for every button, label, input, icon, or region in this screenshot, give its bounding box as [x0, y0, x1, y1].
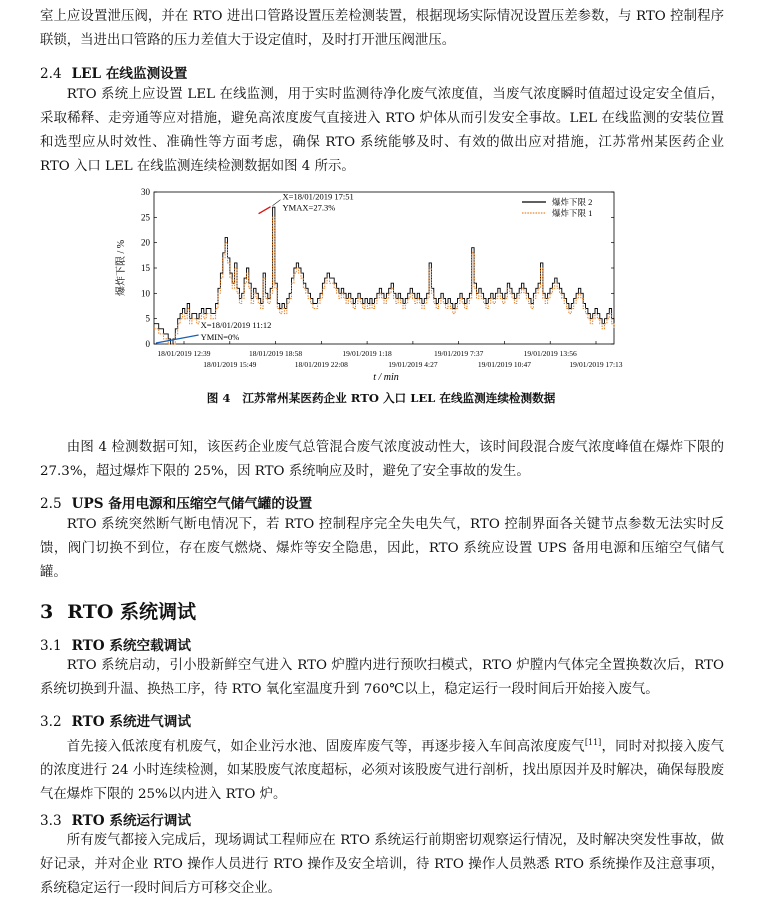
y-tick-label: 30 [141, 187, 150, 197]
x-tick-label: 18/01/2019 22:08 [294, 360, 348, 369]
max-x-annotation: X=18/01/2019 17:51 [282, 191, 354, 202]
section-3-3-body: 所有废气都接入完成后，现场调试工程师应在 RTO 系统运行前期密切观察运行情况，及时解决突发性事故，做好记录，并对企业 RTO 操作人员进行 RTO 操作及安全培训，待 RTO 操作人员熟悉 RTO 系统操作及注意事项，系统稳定运行一段时间后方可移交企业。 [40, 833, 724, 896]
section-3-1-body: RTO 系统启动，引小股新鲜空气进入 RTO 炉膛内进行预吹扫模式，RTO 炉膛内气体完全置换数次后，RTO 系统切换到升温、换热工序，待 RTO 氧化室温度升到 760℃以上，稳定运行一段时间后开始接入废气。 [40, 658, 724, 697]
body-text: 首先接入低浓度有机废气，如企业污水池、固废库废气等，再逐步接入车间高浓度废气 [66, 739, 585, 755]
section-title: UPS 备用电源和压缩空气储气罐的设置 [71, 496, 313, 512]
section-title: RTO 系统运行调试 [71, 813, 191, 829]
section-number: 3.3 [40, 813, 62, 829]
section-3-heading [40, 597, 196, 624]
section-number: 2.5 [40, 496, 62, 512]
section-2-4-heading [40, 62, 187, 82]
figure-number: 图 4 [206, 391, 231, 405]
max-pointer-arrow [259, 207, 271, 214]
reference-marker: [11] [584, 738, 602, 747]
max-leader-line [273, 200, 281, 206]
min-pointer-arrow [156, 335, 199, 343]
y-axis-label: 爆炸下限 / % [116, 239, 127, 297]
analysis-paragraph: 由图 4 检测数据可知，该医药企业废气总管混合废气浓度波动性大，该时间段混合废气浓度峰值在爆炸下限的 27.3%，超过爆炸下限的 25%，因 RTO 系统响应及时，避免了安全事故的发生。 [40, 440, 724, 479]
legend-label: 爆炸下限 2 [552, 197, 593, 207]
x-tick-label: 19/01/2019 1:18 [342, 349, 392, 358]
section-title: RTO 系统进气调试 [71, 714, 191, 730]
x-tick-label: 18/01/2019 12:39 [157, 349, 211, 358]
section-2-4-body: RTO 系统上应设置 LEL 在线监测，用于实时监测待净化废气浓度值，当废气浓度瞬时值超过设定安全值后，采取稀释、走旁通等应对措施，避免高浓度废气直接进入 RTO 炉体从而引发安全事故。LEL 在线监测的安装位置和选型应从时效性、准确性等方面考虑，确保 RTO 系统能够及时、有效的做出应对措施，江苏常州某医药企业 RTO 入口 LEL 在线监测连续检测数据如图 4 所示。 [40, 87, 724, 174]
section-number: 3 [40, 601, 54, 623]
y-tick-label: 20 [141, 237, 150, 248]
x-tick-label: 18/01/2019 18:58 [248, 349, 303, 358]
section-2-5-heading [40, 492, 312, 512]
min-y-annotation: YMIN=0% [200, 332, 240, 342]
section-3-2-heading [40, 710, 191, 730]
x-tick-label: 19/01/2019 7:37 [433, 349, 484, 358]
y-tick-label: 10 [141, 288, 150, 299]
legend-label: 爆炸下限 1 [552, 208, 593, 218]
x-tick-label: 19/01/2019 17:13 [569, 360, 623, 369]
chart-annotations [156, 192, 354, 343]
max-y-annotation: YMAX=27.3% [282, 202, 336, 213]
figure-caption-text: 江苏常州某医药企业 RTO 入口 LEL 在线监测连续检测数据 [242, 391, 556, 405]
body-text: ，同时对拟接入废气的浓度进行 24 小时连续检测，如某股废气浓度超标，必须对该股废气进行剖析，找出原因并及时解决，确保每股废气在爆炸下限的 25%以内进入 RTO 炉。 [40, 739, 724, 803]
figure-4-chart [110, 184, 630, 384]
y-tick-label: 5 [145, 313, 150, 324]
section-3-2-body [40, 731, 724, 807]
x-tick-label: 18/01/2019 15:49 [203, 360, 257, 369]
x-ticks [157, 341, 622, 369]
x-axis-label: t / min [373, 372, 399, 383]
section-title: RTO 系统调试 [67, 601, 196, 623]
section-3-1-heading [40, 634, 191, 654]
section-title: LEL 在线监测设置 [71, 66, 188, 82]
intro-paragraph: 室上应设置泄压阀，并在 RTO 进出口管路设置压差检测装置，根据现场实际情况设置压差参数，与 RTO 控制程序联锁，当进出口管路的压力差值大于设定值时，及时打开泄压阀泄压。 [40, 9, 724, 48]
x-tick-label: 19/01/2019 4:27 [388, 360, 438, 369]
figure-4-caption [0, 390, 762, 406]
y-tick-label: 15 [141, 263, 150, 273]
section-number: 3.2 [40, 714, 62, 730]
section-number: 3.1 [40, 638, 62, 654]
section-2-5-body: RTO 系统突然断气断电情况下，若 RTO 控制程序完全失电失气，RTO 控制界面各关键节点参数无法实时反馈，阀门切换不到位，存在废气燃烧、爆炸等安全隐患，因此，RTO 系统应设置 UPS 备用电源和压缩空气储气罐。 [40, 517, 724, 580]
y-tick-label: 25 [141, 212, 150, 223]
x-tick-label: 19/01/2019 13:56 [523, 349, 577, 358]
y-tick-label: 0 [145, 339, 150, 349]
section-3-3-heading [40, 809, 191, 829]
min-x-annotation: X=18/01/2019 11:12 [200, 320, 272, 330]
chart-legend [522, 197, 592, 218]
section-number: 2.4 [40, 66, 62, 82]
x-tick-label: 19/01/2019 10:47 [477, 360, 532, 369]
section-title: RTO 系统空载调试 [71, 638, 191, 654]
